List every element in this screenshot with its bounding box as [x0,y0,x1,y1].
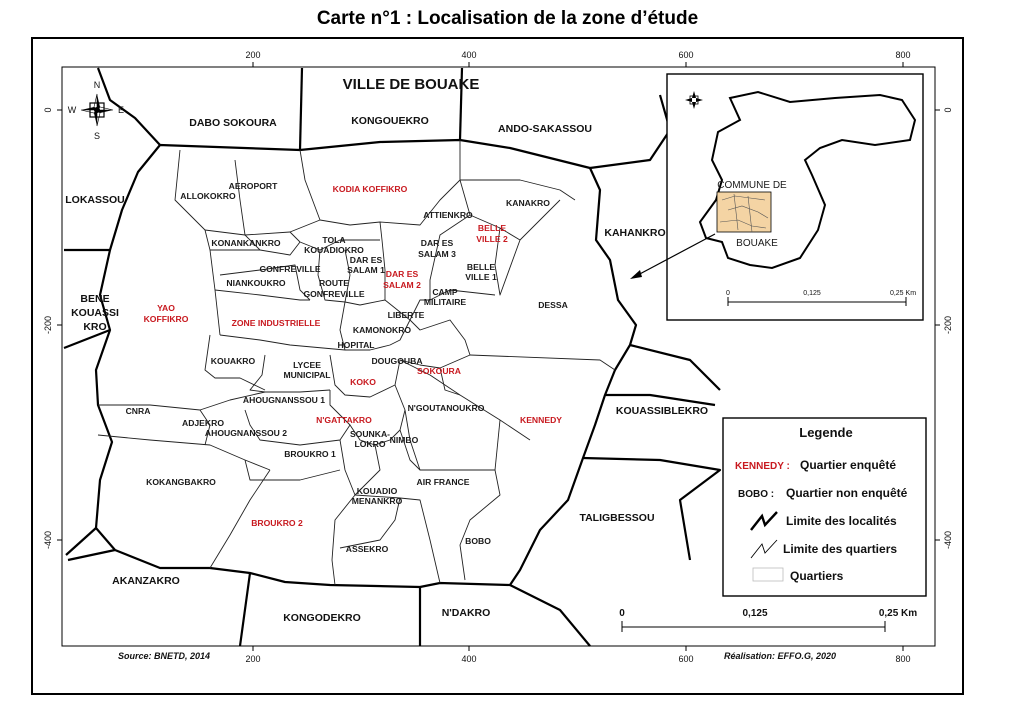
locality-ndakro: N'DAKRO [441,607,491,619]
locality-akanzakro: AKANZAKRO [112,575,180,587]
quartier-dar-es-salam-2-b: SALAM 2 [383,280,421,290]
quartier-gonfreville: GONFREVILLE [259,264,321,274]
x-tick-top-600: 600 [678,50,694,60]
quartier-tola-kouadiokro-b: KOUADIOKRO [304,245,364,255]
inset-scale-mid: 0,125 [803,290,821,297]
quartier-belle-ville-2-b: VILLE 2 [476,234,508,244]
quartier-konankankro: KONANKANKRO [211,238,281,248]
quartier-assekro: ASSEKRO [345,544,389,554]
quartier-camp-militaire-b: MILITAIRE [423,297,467,307]
quartier-sokoura: SOKOURA [417,366,461,376]
y-tick-right-0: 0 [943,107,953,113]
quartier-broukro-1: BROUKRO 1 [284,449,336,459]
quartier-hopital: HOPITAL [337,340,375,350]
x-tick-bottom-400: 400 [461,654,477,664]
scale-end: 0,25 Km [878,608,918,619]
city-boundary [96,140,636,587]
compass-s: S [93,131,101,141]
locality-kongouekro: KONGOUEKRO [351,115,429,127]
locality-bene-kouassikro-1: BENE [80,293,110,305]
locality-bene-kouassikro-3: KRO [83,321,107,333]
quartier-yao-koffikro-b: KOFFIKRO [143,314,189,324]
quartier-lycee-municipal-b: MUNICIPAL [283,370,331,380]
legend [723,418,926,596]
legend-surveyed-text: Quartier enquêté [800,458,897,472]
author-credit: Réalisation: EFFO.G, 2020 [724,651,837,661]
quartier-koko: KOKO [350,377,376,387]
quartier-attienkro: ATTIENKRO [423,210,473,220]
locality-kouassiblekro: KOUASSIBLEKRO [615,405,709,417]
scale-bar [619,608,917,632]
quartier-air-france: AIR FRANCE [416,477,470,487]
scale-0: 0 [619,608,625,619]
legend-unsurveyed-text: Quartier non enquêté [786,486,908,500]
inset-label-1: COMMUNE DE [717,180,787,191]
y-tick-left-minus200: -200 [43,315,53,335]
quartier-zone-industrielle: ZONE INDUSTRIELLE [231,318,321,328]
quartier-dar-es-salam-1-a: DAR ES [349,255,383,265]
quartier-kodia-koffikro: KODIA KOFFIKRO [332,184,408,194]
locality-ando-sakassou: ANDO-SAKASSOU [498,123,592,135]
quartier-dougouba: DOUGOUBA [371,356,423,366]
legend-localities-limit: Limite des localités [786,514,897,528]
locality-taligbessou: TALIGBESSOU [579,512,655,524]
quartier-ahougnanssou-1: AHOUGNANSSOU 1 [242,395,326,405]
quartier-belle-ville-2-a: BELLE [477,223,507,233]
legend-quartiers-limit: Limite des quartiers [783,542,898,556]
inset-frame [667,74,923,320]
quartier-kouakro: KOUAKRO [210,356,256,366]
quartier-liberte: LIBERTE [387,310,425,320]
source-credit: Source: BNETD, 2014 [118,651,211,661]
quartier-dar-es-salam-2-a: DAR ES [385,269,419,279]
quartier-kokangbakro: KOKANGBAKRO [146,477,216,487]
quartier-lycee-municipal-a: LYCEE [293,360,321,370]
locality-lokassou: LOKASSOU [65,194,125,206]
inset-map [630,74,923,320]
quartier-dar-es-salam-1-b: SALAM 1 [347,265,385,275]
x-tick-bottom-200: 200 [245,654,261,664]
compass-e: E [117,105,125,115]
quartier-kanakro: KANAKRO [506,198,550,208]
quartier-kennedy: KENNEDY [519,415,563,425]
locality-kahankro: KAHANKRO [604,227,666,239]
legend-quartier-swatch [753,568,783,581]
x-tick-top-200: 200 [245,50,261,60]
quartier-sounkalokro-a: SOUNKA- [349,429,391,439]
map-title: Carte n°1 : Localisation de la zone d’étude [316,8,699,29]
quartier-broukro-2: BROUKRO 2 [251,518,303,528]
x-tick-bottom-600: 600 [678,654,694,664]
y-tick-left-minus400: -400 [43,530,53,550]
north-arrow-icon [81,94,113,126]
legend-unsurveyed-key: BOBO : [738,489,775,500]
quartier-sounkalokro-b: LOKRO [354,439,386,449]
quartier-yao-koffikro-a: YAO [157,303,175,313]
quartier-belle-ville-1-b: VILLE 1 [465,272,497,282]
compass-w: W [67,105,77,115]
scale-mid: 0,125 [742,608,768,619]
quartier-cnra: CNRA [125,406,151,416]
quartier-route-gonfreville-a: ROUTE [318,278,350,288]
quartier-niankoukro: NIANKOUKRO [226,278,286,288]
y-tick-right-minus200: -200 [943,315,953,335]
compass-n: N [93,80,101,90]
quartier-allokokro: ALLOKOKRO [180,191,236,201]
y-tick-left-0: 0 [43,107,53,113]
quartier-bobo: BOBO [465,536,491,546]
locality-dabo-sokoura: DABO SOKOURA [189,117,277,129]
quartier-kouadio-menankro-b: MENANKRO [351,496,403,506]
legend-title: Legende [799,425,853,440]
locality-bene-kouassikro-2: KOUASSI [71,307,119,319]
y-tick-right-minus400: -400 [943,530,953,550]
inset-bouake-area [717,192,771,232]
inset-scale-0: 0 [726,290,730,297]
quartier-aeroport: AEROPORT [228,181,278,191]
quartier-belle-ville-1-a: BELLE [466,262,496,272]
quartier-nimbo: NIMBO [389,435,419,445]
quartier-kouadio-menankro-a: KOUADIO [356,486,398,496]
quartier-tola-kouadiokro-a: TOLA [322,235,346,245]
legend-quartiers: Quartiers [790,569,844,583]
legend-surveyed-key: KENNEDY : [735,461,790,472]
locality-kongodekro: KONGODEKRO [283,612,361,624]
quartier-ngoutanoukro: N'GOUTANOUKRO [407,403,485,413]
inset-scale-end: 0,25 Km [889,290,917,297]
quartier-ahougnanssou-2: AHOUGNANSSOU 2 [204,428,288,438]
city-label: VILLE DE BOUAKE [342,76,480,93]
inset-label-2: BOUAKE [736,238,778,249]
quartier-kamonokro: KAMONOKRO [352,325,412,335]
quartier-camp-militaire-a: CAMP [432,287,458,297]
quartier-adjekro: ADJEKRO [181,418,225,428]
quartier-route-gonfreville-b: GONFREVILLE [303,289,365,299]
quartier-dessa: DESSA [538,300,568,310]
x-tick-top-400: 400 [461,50,477,60]
quartier-ngattakro: N'GATTAKRO [316,415,372,425]
quartier-dar-es-salam-3-a: DAR ES [420,238,454,248]
x-tick-bottom-800: 800 [895,654,911,664]
x-tick-top-800: 800 [895,50,911,60]
quartier-dar-es-salam-3-b: SALAM 3 [418,249,456,259]
